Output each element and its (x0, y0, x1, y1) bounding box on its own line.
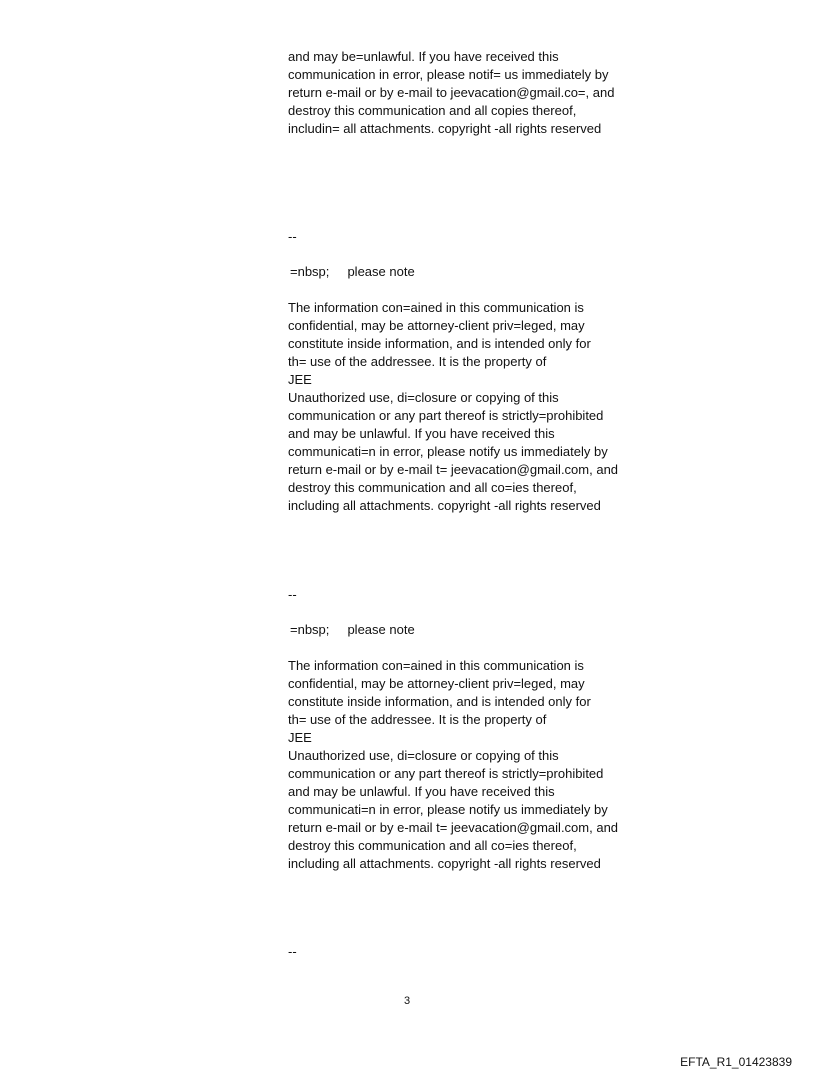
text-line: return e-mail or by e-mail t= jeevacation@gmail.com, and (288, 462, 619, 477)
text-line: constitute inside information, and is intended only for (288, 336, 591, 351)
text-line: The information con=ained in this communication is (288, 658, 584, 673)
text-line: JEE (288, 730, 312, 745)
text-line: constitute inside information, and is intended only for (288, 694, 591, 709)
note-label: =nbsp; please note (290, 264, 415, 279)
text-line: JEE (288, 372, 312, 387)
separator: -- (288, 587, 297, 602)
document-id: EFTA_R1_01423839 (680, 1055, 792, 1069)
text-line: includin= all attachments. copyright -all rights reserved (288, 121, 602, 136)
text-line: destroy this communication and all co=ies thereof, (288, 480, 577, 495)
text-line: th= use of the addressee. It is the property of (288, 712, 547, 727)
text-line: Unauthorized use, di=closure or copying of this (288, 390, 559, 405)
text-line: confidential, may be attorney-client priv=leged, may (288, 318, 585, 333)
text-line: communication in error, please notif= us immediately by (288, 67, 609, 82)
text-line: and may be unlawful. If you have received this (288, 784, 555, 799)
separator: -- (288, 229, 297, 244)
text-line: destroy this communication and all copies thereof, (288, 103, 577, 118)
text-line: return e-mail or by e-mail to jeevacation@gmail.co=, and (288, 85, 615, 100)
text-line: Unauthorized use, di=closure or copying of this (288, 748, 559, 763)
text-line: communication or any part thereof is strictly=prohibited (288, 408, 604, 423)
text-line: including all attachments. copyright -all rights reserved (288, 856, 601, 871)
text-line: communication or any part thereof is strictly=prohibited (288, 766, 604, 781)
text-line: communicati=n in error, please notify us immediately by (288, 444, 608, 459)
text-line: The information con=ained in this communication is (288, 300, 584, 315)
confidentiality-notice (288, 299, 688, 515)
text-line: destroy this communication and all co=ies thereof, (288, 838, 577, 853)
text-line: return e-mail or by e-mail t= jeevacation@gmail.com, and (288, 820, 619, 835)
text-line: and may be unlawful. If you have received this (288, 426, 555, 441)
text-line: th= use of the addressee. It is the property of (288, 354, 547, 369)
separator: -- (288, 944, 297, 959)
confidentiality-notice (288, 657, 688, 873)
text-line: including all attachments. copyright -all rights reserved (288, 498, 601, 513)
note-label: =nbsp; please note (290, 622, 415, 637)
page-number: 3 (404, 995, 411, 1007)
top-disclaimer-block (288, 48, 688, 138)
text-line: communicati=n in error, please notify us immediately by (288, 802, 608, 817)
text-line: and may be=unlawful. If you have received this (288, 49, 559, 64)
text-line: confidential, may be attorney-client priv=leged, may (288, 676, 585, 691)
